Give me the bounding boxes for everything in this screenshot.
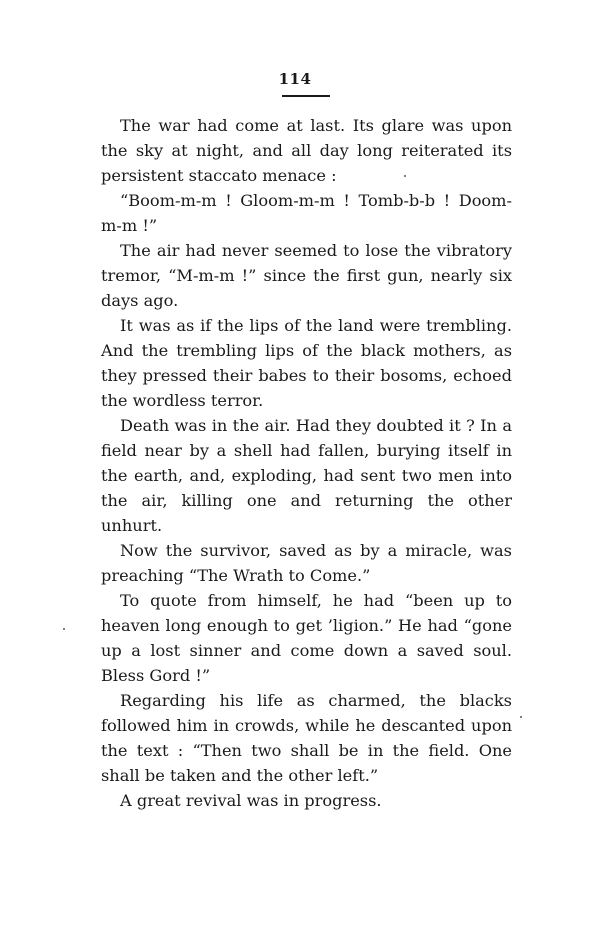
paragraph-2: “Boom-m-m ! Gloom-m-m ! Tomb-b-b ! Doom-m-m !” [101,191,512,235]
print-speck [63,628,65,630]
page-number: 114 [278,70,312,88]
paragraph-4: It was as if the lips of the land were trembling. And the trembling lips of the black mothers, as they pressed their babes to their bosoms, echoed the wordless terror. [101,316,512,410]
paragraph-6: Now the survivor, saved as by a miracle, was preaching “The Wrath to Come.” [101,541,512,585]
page-number-rule [282,95,330,97]
paragraph-7: To quote from himself, he had “been up to heaven long enough to get ’ligion.” He had “gone up a lost sinner and come down a saved soul. Bless Gord !” [101,591,512,685]
paragraph-5: Death was in the air. Had they doubted it ? In a field near by a shell had fallen, burying itself in the earth, and, exploding, had sent two men into the air, killing one and returning the other unhurt. [101,416,512,535]
paragraph-9: A great revival was in progress. [120,791,382,810]
print-speck [404,175,406,177]
body-text [101,113,512,813]
paragraph-3: The air had never seemed to lose the vibratory tremor, “M-m-m !” since the first gun, nearly six days ago. [101,241,512,310]
paragraph-1: The war had come at last. Its glare was upon the sky at night, and all day long reiterated its persistent staccato menace : [101,116,512,185]
print-speck [520,716,522,718]
paragraph-8: Regarding his life as charmed, the blacks followed him in crowds, while he descanted upon the text : “Then two shall be in the field. One shall be taken and the other left.” [101,691,512,785]
